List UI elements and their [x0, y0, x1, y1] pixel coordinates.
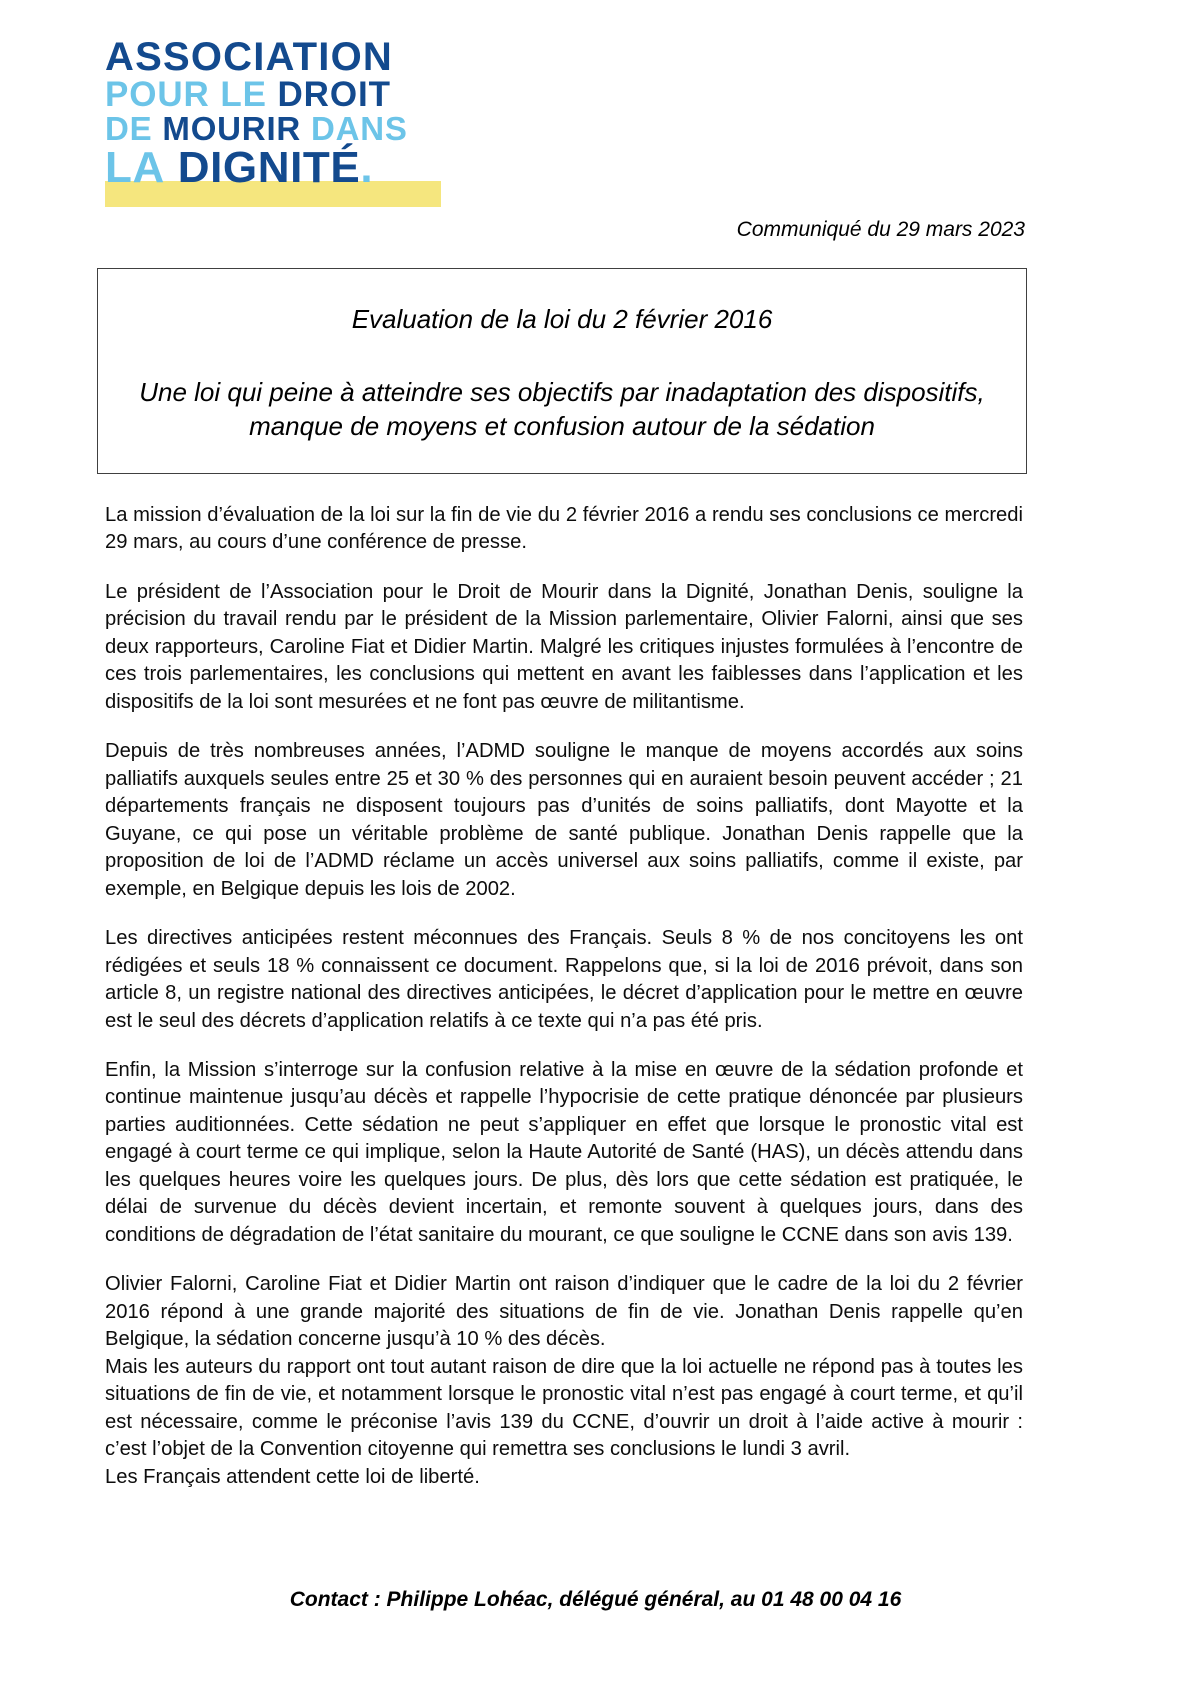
logo-text-mourir: MOURIR [162, 110, 302, 148]
paragraph: La mission d’évaluation de la loi sur la fin de vie du 2 février 2016 a rendu ses conclusions ce mercredi 29 mars, au cours d’une conférence de presse. [105, 504, 1023, 554]
paragraph: Le président de l’Association pour le Droit de Mourir dans la Dignité, Jonathan Denis, souligne la précision du travail rendu par le président de la Mission parlementaire, Olivier Falorni, ainsi que ses deux rapporteurs, Caroline Fiat et Didier Martin. Malgré les critiques injustes formulées à l’encontre de ces trois parlementaires, les conclusions qui mettent en avant les faiblesses dans l’application et les dispositifs de la loi sont mesurées et ne font pas œuvre de militantisme. [105, 580, 1023, 713]
paragraph: Enfin, la Mission s’interroge sur la confusion relative à la mise en œuvre de la sédation profonde et continue maintenue jusqu’au décès et rappelle l’hypocrisie de cette pratique dénoncée par plusieurs parties auditionnées. Cette sédation ne peut s’appliquer en effet que lorsque le pronostic vital est engagé à court terme ce qui implique, selon la Haute Autorité de Santé (HAS), un décès attendu dans les quelques heures voire les quelques jours. De plus, dès lors que cette sédation est pratiquée, le délai de survenue du décès devient incertain, et remonte souvent à quelques jours, dans des conditions de dégradation de l’état sanitaire du mourant, ce que souligne le CCNE dans son avis 139. [105, 1058, 1023, 1246]
logo-text-pour-le: POUR LE [105, 75, 267, 115]
paragraph: Les directives anticipées restent méconnues des Français. Seuls 8 % de nos concitoyens les ont rédigées et seuls 18 % connaissent ce document. Rappelons que, si la loi de 2016 prévoit, dans son article 8, un registre national des directives anticipées, le décret d’application pour le mettre en œuvre est le seul des décrets d’application relatifs à ce texte qui n’a pas été pris. [105, 927, 1023, 1032]
page-subtitle: Une loi qui peine à atteindre ses objectifs par inadaptation des dispositifs, manque de moyens et confusion autour de la sédation [139, 376, 985, 442]
logo-line-2 [105, 75, 445, 115]
communique-date: Communiqué du 29 mars 2023 [736, 218, 1025, 241]
logo-text-association: ASSOCIATION [105, 35, 394, 79]
admd-logo [105, 35, 445, 192]
logo-text-droit: DROIT [277, 75, 391, 115]
logo-text-dot: . [360, 142, 374, 192]
logo-text-la: LA [105, 142, 165, 192]
paragraph: Depuis de très nombreuses années, l’ADMD souligne le manque de moyens accordés aux soins palliatifs auxquels seules entre 25 et 30 % des personnes qui en auraient besoin peuvent accéder ; 21 départements français ne disposent toujours pas d’unités de soins palliatifs, dont Mayotte et la Guyane, ce qui pose un véritable problème de santé publique. Jonathan Denis rappelle que la proposition de loi de l’ADMD réclame un accès universel aux soins palliatifs, comme il existe, par exemple, en Belgique depuis les lois de 2002. [105, 740, 1023, 900]
logo-line-1 [105, 35, 445, 79]
logo-text-dans: DANS [311, 110, 408, 148]
logo-text-dignite: DIGNITÉ [177, 142, 361, 192]
logo-line-3 [105, 110, 445, 148]
body-content [105, 502, 1023, 1491]
page-title: Evaluation de la loi du 2 février 2016 [351, 304, 773, 334]
logo-line-4 [105, 142, 445, 192]
title-box [97, 268, 1027, 474]
paragraph: Olivier Falorni, Caroline Fiat et Didier Martin ont raison d’indiquer que le cadre de la loi du 2 février 2016 répond à une grande majorité des situations de fin de vie. Jonathan Denis rappelle qu’en Belgique, la sédation concerne jusqu’à 10 % des décès. [105, 1273, 1023, 1351]
contact-line: Contact : Philippe Lohéac, délégué général, au 01 48 00 04 16 [289, 1588, 902, 1611]
paragraph: Les Français attendent cette loi de liberté. [105, 1465, 480, 1488]
paragraph: Mais les auteurs du rapport ont tout autant raison de dire que la loi actuelle ne répond pas à toutes les situations de fin de vie, et notamment lorsque le pronostic vital n’est pas engagé à court terme, et qu’il est nécessaire, comme le préconise l’avis 139 du CCNE, d’ouvrir un droit à l’aide active à mourir : c’est l’objet de la Convention citoyenne qui remettra ses conclusions le lundi 3 avril. [105, 1355, 1023, 1461]
logo-text-de: DE [105, 110, 153, 148]
